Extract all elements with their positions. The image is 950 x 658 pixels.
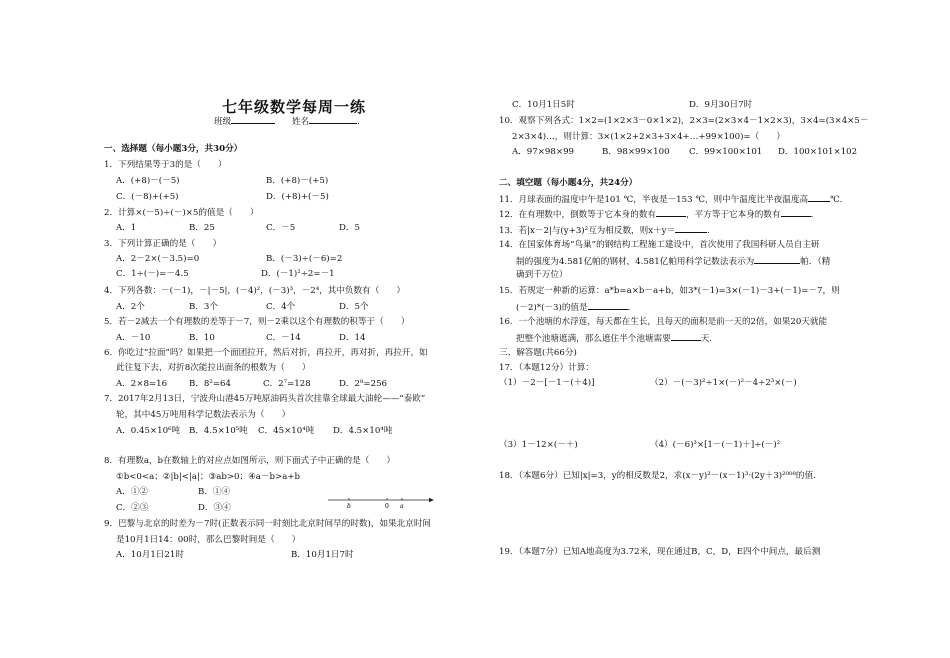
q9-option-b: B．10月1日7时	[291, 550, 354, 560]
q15-stem-cont: (－2)*(－3)的值是	[516, 303, 588, 313]
q10-option-b: B．98×99×100	[602, 147, 670, 157]
q13-blank[interactable]	[675, 223, 707, 233]
q12-blank-1[interactable]	[656, 207, 686, 217]
q1-stem: 1．下列结果等于3的是（ ）	[104, 160, 227, 170]
number-line-arrow	[429, 498, 434, 502]
q10-option-d: D．100×101×102	[778, 147, 858, 157]
q7-option-c: C．45×10⁴吨	[258, 426, 315, 436]
q4-option-d: D．5个	[339, 302, 369, 312]
q8-option-a: A．①②	[116, 487, 148, 497]
q1-option-a: A．(+8)－(－5)	[116, 176, 180, 186]
q4-stem: 4．下列各数：－(－1)，－|－5|，(－4)²，(－3)³，－2⁴，其中负数有（ ）	[104, 286, 406, 296]
page-title: 七年级数学每周一练	[222, 98, 367, 116]
q8-option-c: C．②③	[116, 503, 149, 513]
q4-option-a: A．2个	[116, 302, 145, 312]
q14-line-2	[516, 254, 830, 268]
q8-stem: 8．有理数a，b在数轴上的对应点如图所示，则下面式子中正确的是（ ）	[104, 456, 396, 466]
q10-stem-cont: 2×3×4)…，则计算：3×(1×2+2×3+3×4+…+99×100)=（ ）	[512, 132, 786, 142]
q10-option-a: A．97×98×99	[512, 147, 575, 157]
section-fill-heading: 二、填空题（每小题4分，共24分）	[499, 178, 638, 188]
q1-option-c: C．(－8)+(+5)	[116, 192, 179, 202]
number-line-figure	[328, 496, 434, 510]
q17-stem: 17．（本题12分）计算：	[499, 363, 594, 373]
q11-blank[interactable]	[808, 192, 830, 202]
q9-stem-cont: 是10月1日14：00时，那么巴黎时间是（ ）	[116, 535, 301, 545]
q12-mid: ，平方等于它本身的数有	[686, 210, 781, 220]
section-choice-heading: 一、选择题（每小题3分，共30分）	[104, 144, 243, 154]
q17-part-4: （4）(－6)³×[1－(－1)＋]÷(－)²	[650, 440, 781, 450]
q8-option-b: B．①④	[198, 487, 231, 497]
q6-stem-cont: 此往复下去，对折8次能拉出面条的根数为（ ）	[116, 363, 311, 373]
q5-stem: 5．若－2减去一个有理数的差等于－7，则－2乘以这个有理数的积等于（ ）	[104, 317, 410, 327]
q18-stem: 18．（本题6分）已知|x|=3，y的相反数是2，求(x－y)²－(x－1)³·(2y＋3)²⁰⁰⁸的值.	[499, 471, 816, 481]
q17-part-2: （2）－(－3)²÷1×(－)²－4÷2³×(－)	[650, 378, 797, 388]
q5-option-a: A．－10	[116, 333, 151, 343]
q6-option-d: D．2⁸=256	[339, 379, 387, 389]
q2-option-b: B．25	[189, 223, 215, 233]
q16-blank[interactable]	[671, 331, 701, 341]
q10-stem: 10．观察下列各式：1×2=(1×2×3－0×1×2)，2×3=(2×3×4－1×2×3)，3×4=(3×4×5－	[499, 116, 869, 126]
q2-option-a: A．1	[116, 223, 137, 233]
q12-line: 12．在有理数中，倒数等于它本身的数有 ，平方等于它本身的数有 .	[499, 207, 813, 221]
q3-option-a: A．2－2×(－3.5)=0	[116, 254, 200, 264]
q6-option-c: C．2⁷=128	[263, 379, 311, 389]
q15-stem: 15．若规定一种新的运算：a*b=a×b－a+b，如3*(－1)=3×(－1)－3+(－1)=－7，则	[499, 286, 840, 296]
q1-option-d: D．(+8)+(－5)	[266, 192, 329, 202]
q11-line	[499, 192, 842, 206]
q17-part-3: （3）1－12×(－＋)	[499, 440, 578, 450]
q12-blank-2[interactable]	[781, 207, 811, 217]
q3-stem: 3．下列计算正确的是（ ）	[104, 239, 222, 249]
q9-option-d: D．9月30日7时	[689, 100, 753, 110]
q7-stem-cont: 轮，其中45万吨用科学记数法表示为（ ）	[116, 410, 291, 420]
q6-option-b: B．8²=64	[189, 379, 231, 389]
name-label: 姓名	[291, 117, 310, 127]
q5-option-d: D．14	[339, 333, 366, 343]
q17-part-1: （1）－2－[－1－(＋4)]	[499, 378, 595, 388]
label-zero: 0	[385, 503, 389, 510]
q11-tail: ℃.	[830, 195, 843, 205]
q11-stem: 11．月球表面的温度中午是101 ℃，半夜是－153 ℃，则中午温度比半夜温度高	[499, 195, 809, 205]
q9-option-a: A．10月1日21时	[116, 550, 184, 560]
q16-stem: 16．一个池塘的水浮莲，每天都在生长，且每天的面积是前一天的2倍，如果20天就能	[499, 317, 828, 327]
q8-option-d: D．③④	[198, 503, 231, 513]
label-a: a	[400, 503, 404, 510]
q8-statements: ①b<0<a；②|b|<|a|；③ab>0；④a－b>a+b	[116, 472, 301, 482]
q10-option-c: C．99×100×101	[689, 147, 763, 157]
q3-option-b: B．(－3)÷(－6)=2	[266, 254, 343, 264]
q1-option-b: B．(+8)－(+5)	[266, 176, 329, 186]
q4-option-c: C．4个	[266, 302, 296, 312]
q9-stem: 9．巴黎与北京的时差为－7时(正数表示同一时刻比北京时间早的时数)，如果北京时间	[104, 519, 432, 529]
q16-line-2	[516, 331, 712, 345]
q15-blank[interactable]	[588, 300, 628, 310]
name-blank[interactable]	[309, 114, 357, 124]
q3-option-d: D．(－1)²÷2=－1	[261, 269, 335, 279]
q6-option-a: A．2×8=16	[116, 379, 168, 389]
class-name-line: 班级 姓名 .	[214, 114, 360, 128]
q15-line-2: (－2)*(－3)的值是 .	[516, 300, 630, 314]
q7-option-d: D．4.5×10⁴吨	[333, 426, 393, 436]
q5-option-b: B．10	[189, 333, 215, 343]
q14-stem: 14．在国家体育场“鸟巢”的钢结构工程施工建设中，首次使用了我国科研人员自主研	[499, 240, 820, 250]
q13-stem: 13．若|x－2|与(y+3)²互为相反数，则x＋y＝	[499, 226, 676, 236]
q16-stem-cont: 把整个池塘遮满，那么遮住半个池塘需要	[516, 334, 671, 344]
q13-line: 13．若|x－2|与(y+3)²互为相反数，则x＋y＝ .	[499, 223, 710, 237]
q2-option-c: C．－5	[266, 223, 296, 233]
q9-option-c: C．10月1日5时	[512, 100, 575, 110]
class-label: 班级	[214, 117, 232, 127]
q12-stem: 12．在有理数中，倒数等于它本身的数有	[499, 210, 657, 220]
q14-blank[interactable]	[754, 254, 800, 264]
class-blank[interactable]	[231, 114, 275, 124]
q2-stem: 2．计算×(－5)÷(－)×5的值是（ ）	[104, 208, 259, 218]
q7-option-b: B．4.5×10⁵吨	[189, 426, 248, 436]
q14-stem-end: 确到千万位）	[516, 270, 568, 280]
q16-tail: 天.	[700, 334, 713, 344]
q3-option-c: C．1÷(－)=－4.5	[116, 269, 189, 279]
q7-stem: 7．2017年2月13日，宁波舟山港45万吨原油码头首次挂靠全球最大油轮——“泰欧”	[104, 394, 426, 404]
q14-tail: 帕．（精	[800, 257, 831, 267]
section-solve-heading: 三、解答题(共66分)	[499, 348, 577, 358]
q19-stem: 19．（本题7分）已知A地高度为3.72米，现在通过B，C，D，E四个中间点，最后测	[499, 547, 821, 557]
q4-option-b: B．3个	[189, 302, 218, 312]
q14-stem-cont: 制的强度为4.581亿帕的钢材，4.581亿帕用科学记数法表示为	[516, 257, 755, 267]
q2-option-d: D．5	[339, 223, 360, 233]
q6-stem: 6．你吃过“拉面”吗？如果把一个面团拉开，然后对折，再拉开，再对折，再拉开，如	[104, 348, 428, 358]
q5-option-c: C．－14	[266, 333, 301, 343]
q7-option-a: A．0.45×10⁶吨	[116, 426, 181, 436]
label-b: b	[347, 503, 351, 510]
